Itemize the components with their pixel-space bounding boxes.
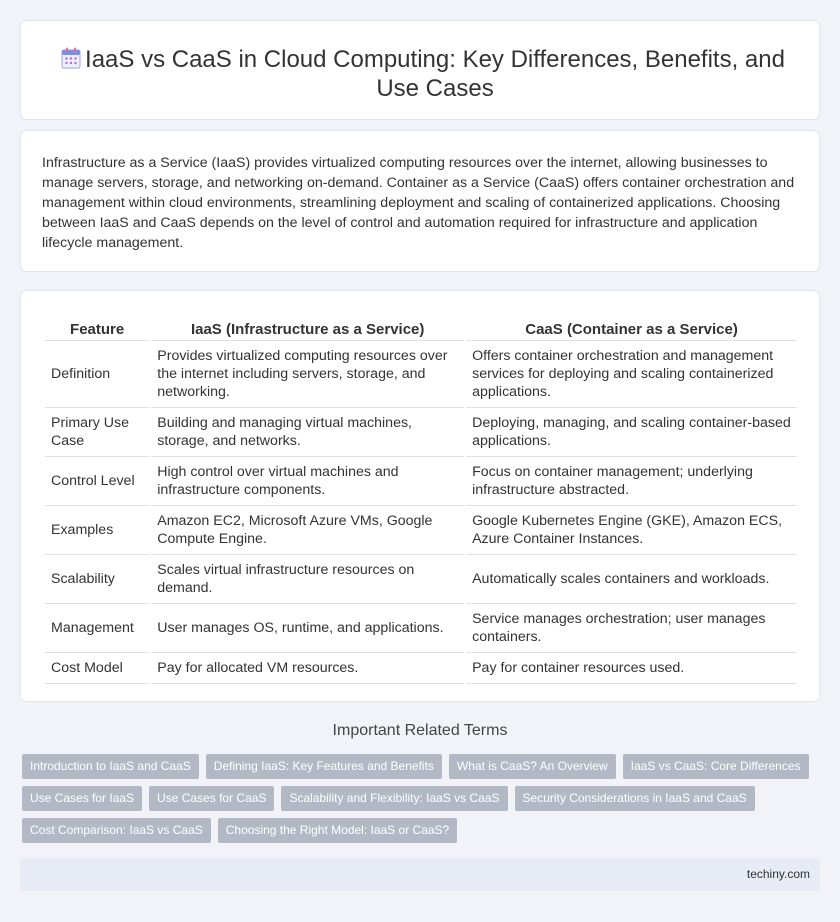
comparison-table [43,315,799,684]
tag-link[interactable]: Introduction to IaaS and CaaS [22,754,199,779]
row-caas: Deploying, managing, and scaling container-based applications. [466,408,797,457]
table-row [45,341,797,408]
row-caas: Focus on container management; underlying infrastructure abstracted. [466,457,797,506]
row-caas: Automatically scales containers and workloads. [466,555,797,604]
tag-link[interactable]: Defining IaaS: Key Features and Benefits [206,754,442,779]
related-terms-title: Important Related Terms [332,722,508,739]
row-feature: Scalability [45,555,149,604]
tag-link[interactable]: IaaS vs CaaS: Core Differences [623,754,809,779]
row-feature: Primary Use Case [45,408,149,457]
tag-link[interactable]: Scalability and Flexibility: IaaS vs CaaS [281,786,507,811]
intro-card [20,130,820,272]
title-card [20,20,820,120]
tag-link[interactable]: What is CaaS? An Overview [449,754,616,779]
header-iaas: IaaS (Infrastructure as a Service) [151,315,464,341]
table-header-row [45,315,797,341]
table-row [45,457,797,506]
row-iaas: Provides virtualized computing resources over the internet including servers, storage, and networking. [151,341,464,408]
row-caas: Pay for container resources used. [466,653,797,684]
tag-row [22,786,822,811]
tag-row [22,818,822,843]
tag-link[interactable]: Use Cases for CaaS [149,786,274,811]
footer-site[interactable]: techiny.com [746,867,810,881]
row-caas: Offers container orchestration and management services for deploying and scaling containerized applications. [466,341,797,408]
table-row [45,604,797,653]
row-iaas: High control over virtual machines and infrastructure components. [151,457,464,506]
comparison-table-card [20,290,820,702]
header-feature: Feature [45,315,149,341]
intro-paragraph: Infrastructure as a Service (IaaS) provides virtualized computing resources over the internet, allowing businesses to manage servers, storage, and networking on-demand. Container as a Service (CaaS) offers container orchestration and management within cloud environments, streamlining deployment and scaling of containerized applications. Choosing between IaaS and CaaS depends on the level of control and automation required for infrastructure and application lifecycle management. [42,155,795,251]
row-caas: Service manages orchestration; user manages containers. [466,604,797,653]
row-feature: Examples [45,506,149,555]
tag-link[interactable]: Security Considerations in IaaS and CaaS [515,786,755,811]
row-feature: Control Level [45,457,149,506]
row-iaas: User manages OS, runtime, and applications. [151,604,464,653]
footer [20,858,820,891]
row-iaas: Amazon EC2, Microsoft Azure VMs, Google Compute Engine. [151,506,464,555]
table-row [45,555,797,604]
table-row [45,653,797,684]
row-iaas: Pay for allocated VM resources. [151,653,464,684]
tag-row [22,754,822,779]
header-caas: CaaS (Container as a Service) [466,315,797,341]
tag-link[interactable]: Use Cases for IaaS [22,786,142,811]
tag-link[interactable]: Cost Comparison: IaaS vs CaaS [22,818,211,843]
related-terms-tags [22,754,822,850]
row-feature: Definition [45,341,149,408]
row-iaas: Scales virtual infrastructure resources on demand. [151,555,464,604]
row-feature: Cost Model [45,653,149,684]
page-title: IaaS vs CaaS in Cloud Computing: Key Differences, Benefits, and Use Cases [85,46,785,102]
table-row [45,506,797,555]
table-row [45,408,797,457]
tag-link[interactable]: Choosing the Right Model: IaaS or CaaS? [218,818,457,843]
row-feature: Management [45,604,149,653]
row-iaas: Building and managing virtual machines, storage, and networks. [151,408,464,457]
row-caas: Google Kubernetes Engine (GKE), Amazon ECS, Azure Container Instances. [466,506,797,555]
